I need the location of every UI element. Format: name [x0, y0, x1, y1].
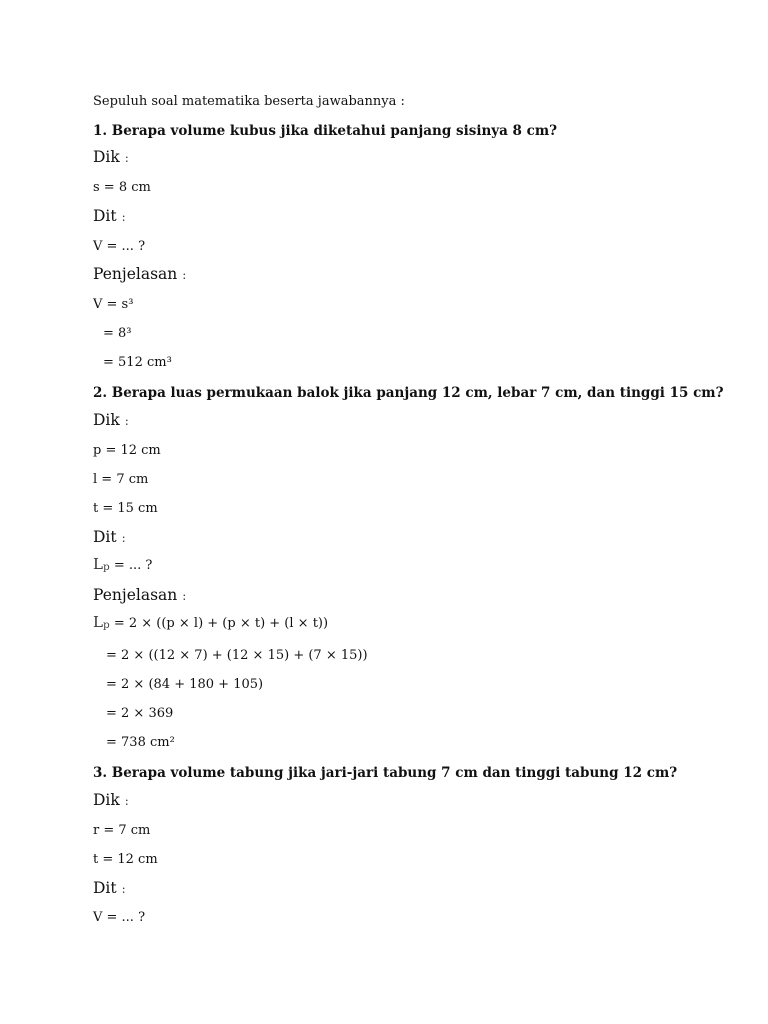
q3-asked: V = ... ?	[93, 910, 146, 925]
q1-step-3: = 512 cm³	[103, 355, 172, 370]
q2-step-3: = 2 × (84 + 180 + 105)	[106, 677, 264, 692]
q2-step-2: = 2 × ((12 × 7) + (12 × 15) + (7 × 15))	[106, 648, 368, 663]
q1-step-2: = 8³	[103, 326, 132, 341]
q2-given-l: l = 7 cm	[93, 472, 149, 487]
q1-dit-label: Dit :	[93, 207, 126, 225]
q1-given-s: s = 8 cm	[93, 180, 151, 195]
q2-step-5: = 738 cm²	[106, 735, 175, 750]
q1-step-1: V = s³	[93, 297, 134, 312]
intro-text: Sepuluh soal matematika beserta jawabannya :	[93, 94, 405, 109]
question-3: 3. Berapa volume tabung jika jari-jari tabung 7 cm dan tinggi tabung 12 cm?	[93, 765, 678, 781]
question-2: 2. Berapa luas permukaan balok jika panjang 12 cm, lebar 7 cm, dan tinggi 15 cm?	[93, 385, 724, 401]
q2-step-1: Lp = 2 × ((p × l) + (p × t) + (l × t))	[93, 613, 329, 631]
q2-given-p: p = 12 cm	[93, 443, 161, 458]
q1-penjelasan-label: Penjelasan :	[93, 265, 187, 283]
q2-dit-label: Dit :	[93, 528, 126, 546]
q3-dik-label: Dik :	[93, 791, 129, 809]
q2-penjelasan-label: Penjelasan :	[93, 586, 187, 604]
q2-asked: Lp = ... ?	[93, 555, 153, 573]
q3-given-r: r = 7 cm	[93, 823, 151, 838]
q2-dik-label: Dik :	[93, 411, 129, 429]
q3-given-t: t = 12 cm	[93, 852, 158, 867]
q2-step-4: = 2 × 369	[106, 706, 174, 721]
question-1: 1. Berapa volume kubus jika diketahui panjang sisinya 8 cm?	[93, 123, 558, 139]
q2-given-t: t = 15 cm	[93, 501, 158, 516]
q1-dik-label: Dik :	[93, 148, 129, 166]
q1-asked: V = ... ?	[93, 239, 146, 254]
q3-dit-label: Dit :	[93, 879, 126, 897]
